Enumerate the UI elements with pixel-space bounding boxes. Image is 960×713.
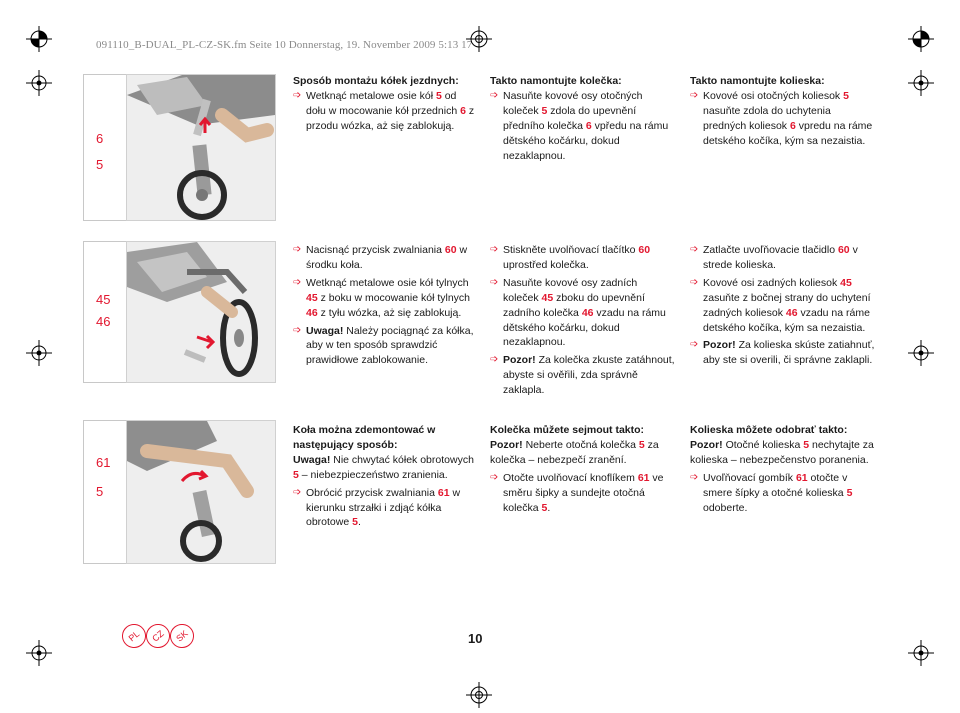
step-pl-1: ➩ Nacisnąć przycisk zwalniania 60 w środku koła. bbox=[293, 244, 468, 271]
step-sk-3: ➩ Pozor! Za kolieska skúste zatiahnuť, aby ste si overili, či správne zaklapli. bbox=[690, 339, 875, 367]
heading-pl: Sposób montażu kółek jezdnych: bbox=[293, 75, 459, 87]
registration-mark-icon bbox=[466, 682, 492, 708]
arrow-right-icon: ➩ bbox=[293, 324, 302, 336]
warning-cz: Pozor! Neberte otočná kolečka 5 za kolečka – nebezpečí zranění. bbox=[490, 438, 659, 466]
crosshair-icon bbox=[908, 640, 934, 666]
crosshair-icon bbox=[26, 70, 52, 96]
heading-pl: Koła można zdemontować w następujący sposób: bbox=[293, 424, 436, 451]
arrow-right-icon: ➩ bbox=[490, 244, 499, 255]
arrow-right-icon: ➩ bbox=[293, 276, 302, 288]
step-sk-1: ➩ Zatlačte uvoľňovacie tlačidlo 60 v strede kolieska. bbox=[690, 244, 858, 271]
registration-mark-icon bbox=[466, 26, 492, 52]
label-46: 46 bbox=[96, 314, 111, 329]
registration-mark-icon bbox=[26, 26, 52, 52]
crosshair-icon bbox=[26, 340, 52, 366]
section1-cz bbox=[490, 74, 675, 166]
page-number: 10 bbox=[468, 631, 483, 646]
step-sk-2: ➩ Kovové osi zadných koliesok 45 zasuňte z bočnej strany do uchytení zadných koliesok 46 vzadu na ráme detského kočíka, kým sa nezaistia. bbox=[690, 276, 871, 334]
crosshair-icon bbox=[908, 340, 934, 366]
arrow-right-icon: ➩ bbox=[690, 339, 699, 351]
arrow-right-icon: ➩ bbox=[293, 244, 302, 255]
language-badge-sk: SK bbox=[165, 619, 199, 653]
wheel-removal-illustration bbox=[126, 420, 276, 564]
arrow-right-icon: ➩ bbox=[293, 89, 302, 101]
arrow-right-icon: ➩ bbox=[293, 486, 302, 498]
crosshair-icon bbox=[26, 640, 52, 666]
section2-cz bbox=[490, 243, 675, 401]
section2-pl bbox=[293, 243, 478, 371]
heading-sk: Kolieska môžete odobrať takto: bbox=[690, 424, 848, 436]
step-pl-1: ➩ Obrócić przycisk zwalniania 61 w kierunku strzałki i zdjąć kółka obrotowe 5. bbox=[293, 486, 461, 529]
file-header: 091110_B-DUAL_PL-CZ-SK.fm Seite 10 Donnerstag, 19. November 2009 5:13 17 bbox=[96, 39, 473, 51]
section3-cz bbox=[490, 423, 675, 518]
section2-sk bbox=[690, 243, 875, 371]
heading-sk: Takto namontujte kolieska: bbox=[690, 75, 825, 87]
warning-pl: Uwaga! Nie chwytać kółek obrotowych 5 – niebezpieczeństwo zranienia. bbox=[293, 453, 474, 481]
section1-sk bbox=[690, 74, 875, 152]
section3-pl bbox=[293, 423, 478, 533]
registration-mark-icon bbox=[908, 26, 934, 52]
step-cz-3: ➩ Pozor! Za kolečka zkuste zatáhnout, abyste si ověřili, zda správně zaklapla. bbox=[490, 354, 675, 397]
arrow-right-icon: ➩ bbox=[490, 89, 499, 101]
figure-frame bbox=[83, 241, 126, 383]
step-pl-1: ➩ Wetknąć metalowe osie kół 5 od dołu w mocowanie kół przednich 6 z przodu wózka, aż się zablokują. bbox=[293, 89, 475, 132]
section3-sk bbox=[690, 423, 875, 518]
step-cz-2: ➩ Nasuňte kovové osy zadních koleček 45 zboku do upevnění zadního kolečka 46 vzadu na rámu dětského kočárku, dokud nezaklapnou. bbox=[490, 276, 666, 349]
label-61: 61 bbox=[96, 455, 111, 470]
heading-cz: Kolečka můžete sejmout takto: bbox=[490, 424, 645, 436]
rear-wheel-illustration bbox=[126, 241, 276, 383]
arrow-right-icon: ➩ bbox=[690, 471, 699, 483]
heading-cz: Takto namontujte kolečka: bbox=[490, 75, 622, 87]
step-cz-1: ➩ Stiskněte uvolňovací tlačítko 60 uprostřed kolečka. bbox=[490, 244, 651, 271]
arrow-right-icon: ➩ bbox=[490, 354, 499, 366]
front-wheel-illustration bbox=[126, 74, 276, 221]
step-pl-3: ➩ Uwaga! Należy pociągnąć za kółka, aby w ten sposób sprawdzić prawidłowe zablokowanie. bbox=[293, 324, 474, 367]
label-5: 5 bbox=[96, 484, 104, 499]
arrow-right-icon: ➩ bbox=[690, 244, 699, 255]
label-5: 5 bbox=[96, 157, 104, 172]
step-cz-1: ➩ Otočte uvolňovací knoflíkem 61 ve směru šipky a sundejte otočná kolečka 5. bbox=[490, 471, 664, 514]
arrow-right-icon: ➩ bbox=[490, 471, 499, 483]
arrow-right-icon: ➩ bbox=[490, 276, 499, 288]
step-cz-1: ➩ Nasuňte kovové osy otočných koleček 5 zdola do upevnění předního kolečka 6 vpředu na rámu dětského kočárku, dokud nezaklapnou. bbox=[490, 89, 669, 162]
arrow-right-icon: ➩ bbox=[690, 276, 699, 288]
step-pl-2: ➩ Wetknąć metalowe osie kół tylnych 45 z boku w mocowanie kół tylnych 46 z tyłu wózka, aż się zablokują. bbox=[293, 276, 471, 319]
arrow-right-icon: ➩ bbox=[690, 89, 699, 101]
crosshair-icon bbox=[908, 70, 934, 96]
label-45: 45 bbox=[96, 292, 111, 307]
language-badge-cz: CZ bbox=[141, 619, 175, 653]
warning-sk: Pozor! Otočné kolieska 5 nechytajte za kolieska – nebezpečenstvo poranenia. bbox=[690, 438, 874, 466]
section1-pl bbox=[293, 74, 478, 137]
step-sk-1: ➩ Uvoľňovací gombík 61 otočte v smere šípky a otočné kolieska 5 odoberte. bbox=[690, 471, 853, 514]
language-badge-pl: PL bbox=[117, 619, 151, 653]
label-6: 6 bbox=[96, 131, 104, 146]
step-sk-1: ➩ Kovové osi otočných koliesok 5 nasuňte zdola do uchytenia predných koliesok 6 vpredu na ráme detského kočíka, kým sa nezaistia. bbox=[690, 89, 873, 147]
